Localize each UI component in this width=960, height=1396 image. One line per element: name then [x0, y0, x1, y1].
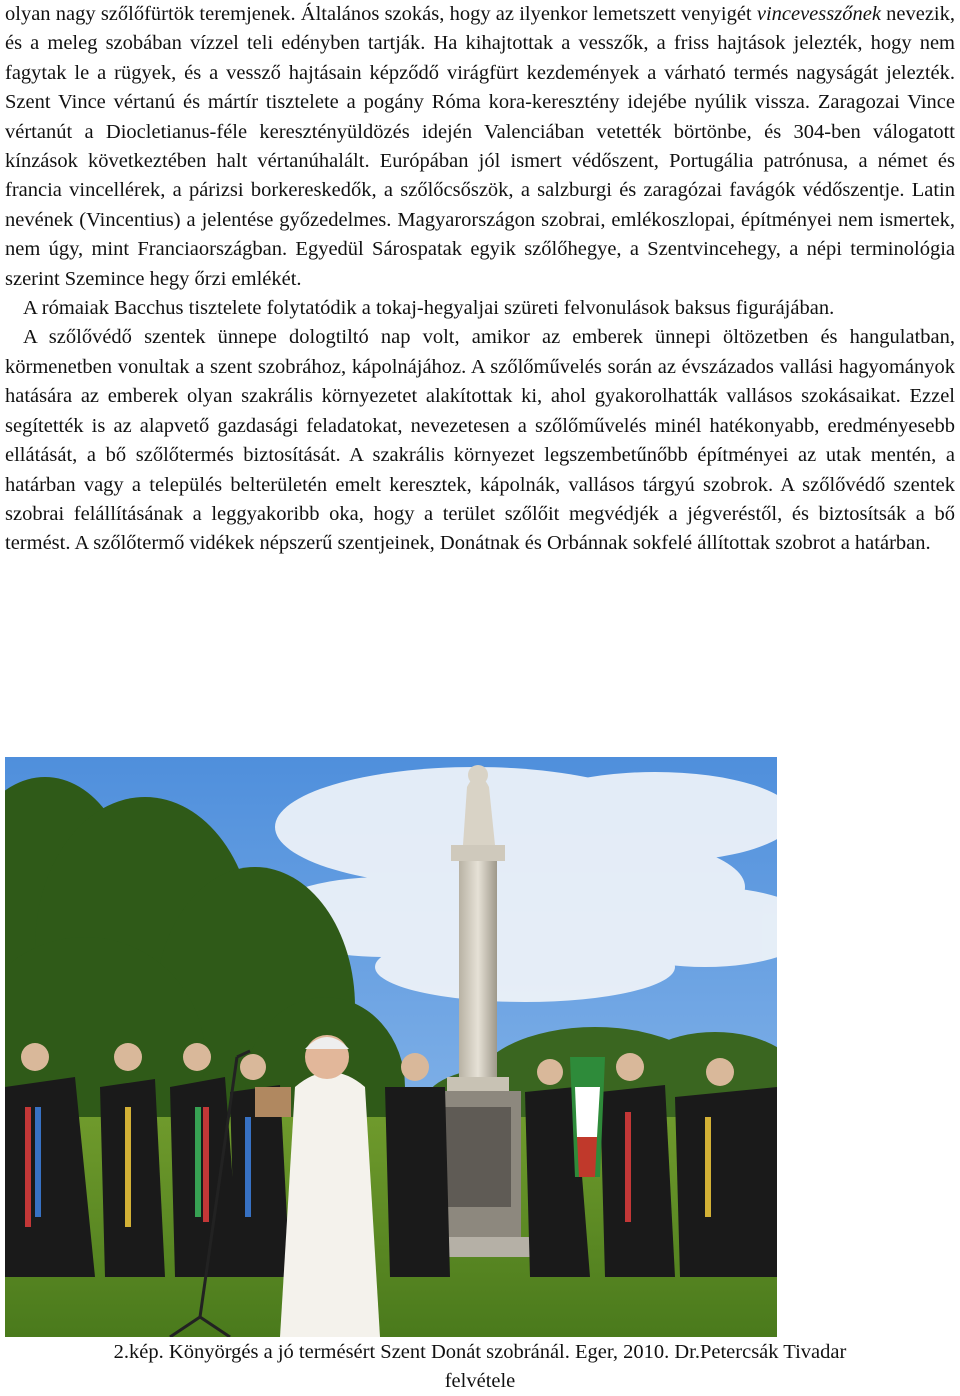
paragraph-segment: nevezik, és a meleg szobában vízzel teli edényben tartják. Ha kihajtottak a vesszők, a friss hajtások jelezték, hogy nem fagytak le a rügyek, és a vessző hajtásain képződő virágfürt kezdemények a várható termés nagyságát jelezték. Szent Vince vértanú és mártír tisztelete a pogány Róma kora-keresztény idejébe nyúlik vissza. Zaragozai Vince vértanút a Diocletianus-féle keresztényüldözés idején Valenciában vetették börtönbe, és 304-ben válogatott kínzások következtében halt vértanúhalált. Európában jól ismert védőszent, Portugália patrónusa, a német és francia vincellérek, a párizsi borkereskedők, a szőlőcsőszök, a salzburgi és zaragózai favágók védőszentje. Latin nevének (Vincentius) a jelentése győzedelmes. Magyarországon szobrai, emlékoszlopai, építményei nem ismertek, nem úgy, mint Franciaországban. Egyedül Sárospatak egyik szőlőhegye, a Szentvincehegy, a népi terminológia szerint Szemince hegy őrzi emlékét.	[5, 3, 956, 290]
paragraph-segment: A szőlővédő szentek ünnepe dologtiltó nap volt, amikor az emberek ünnepi öltözetben és hangulatban, körmenetben vonultak a szent szobrához, kápolnájához. A szőlőművelés során az évszázados vallási hagyományok hatására az emberek olyan szakrális környezetet alakítottak ki, ahol gyakorolhatták vallásos szokásaikat. Ezzel segítették is az alapvető gazdasági feladatokat, nevezetesen a szőlőművelés minél hatékonyabb, eredményesebb ellátását, a bő szőlőtermés biztosítását. A szakrális környezet legszembetűnőbb építményei az utak mentén, a határban vagy a település belterületén emelt keresztek, kápolnák, vallásos tárgyú szobrok. A szőlővédő szentek szobrai felállításának a leggyakoribb oka, hogy a terület szőlőit megvédjék a jégveréstől, és biztosítsák a bő termést. A szőlőtermő vidékek népszerű szentjeinek, Donátnak és Orbánnak sokfelé állítottak szobrot a határban.	[5, 326, 955, 555]
caption-line: 2.kép. Könyörgés a jó termésért Szent Donát szobránál. Eger, 2010. Dr.Petercsák Tivadar	[113, 1341, 847, 1363]
paragraph-segment: A rómaiak Bacchus tisztelete folytatódik a tokaj-hegyaljai szüreti felvonulások baksus figurájában.	[23, 297, 835, 320]
paragraph	[5, 294, 955, 323]
photo-illustration	[5, 757, 777, 1337]
paragraph-segment: olyan nagy szőlőfürtök teremjenek. Általános szokás, hogy az ilyenkor lemetszett venyigét	[5, 3, 757, 25]
paragraph	[5, 0, 955, 294]
figure-caption	[0, 1338, 960, 1396]
caption-line: felvétele	[444, 1370, 516, 1392]
paragraph-segment-italic: vincevesszőnek	[756, 3, 881, 25]
figure-photo	[5, 757, 777, 1337]
body-text	[5, 0, 955, 559]
flag	[570, 1057, 605, 1177]
paragraph	[5, 323, 955, 558]
